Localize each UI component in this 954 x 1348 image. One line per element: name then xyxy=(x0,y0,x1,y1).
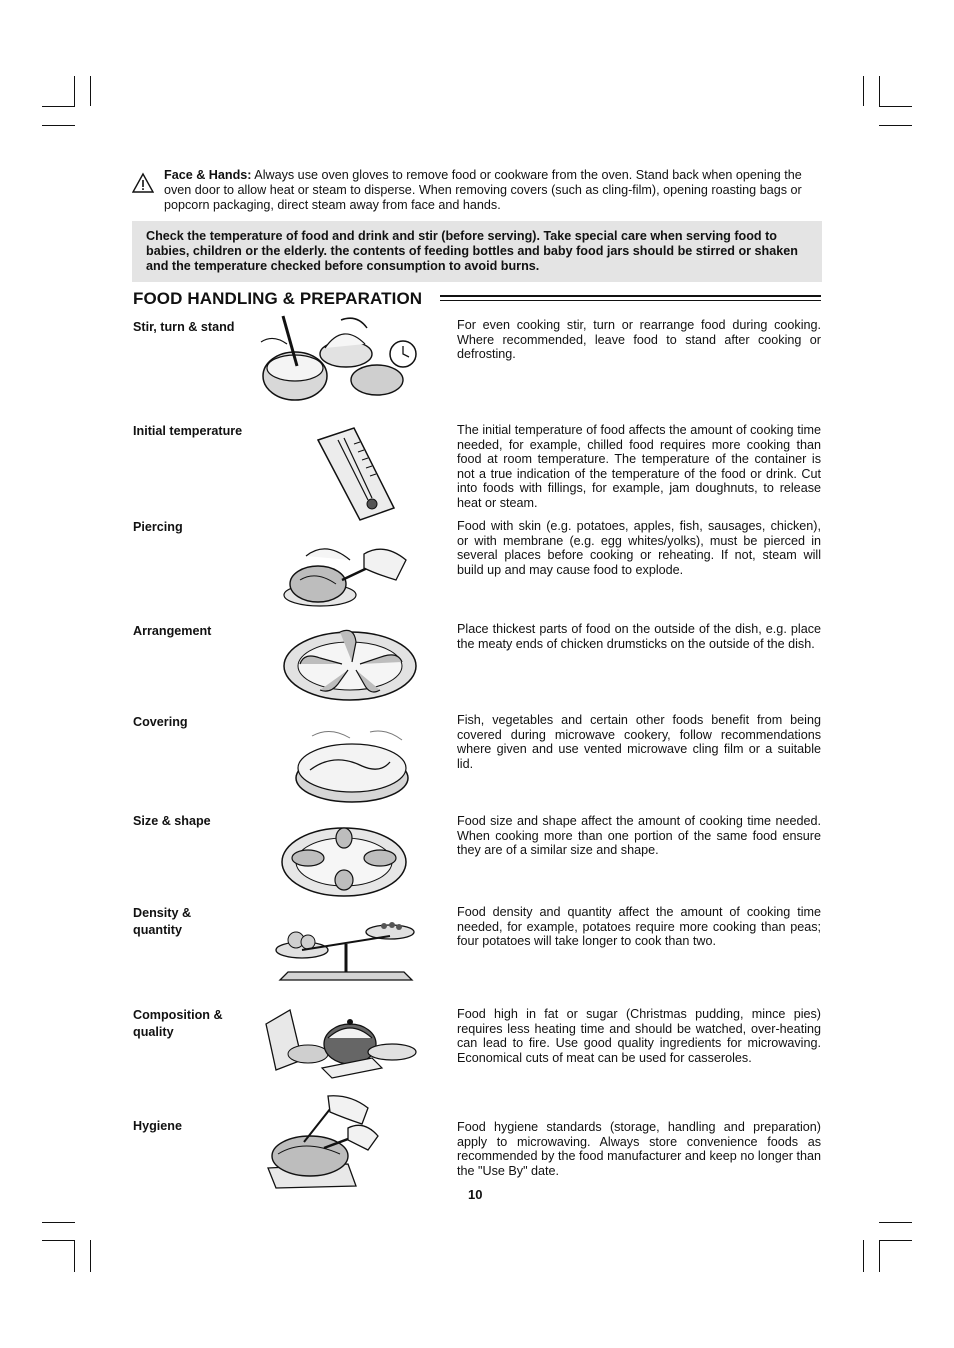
page-number: 10 xyxy=(468,1187,483,1202)
label-piercing: Piercing xyxy=(133,520,183,534)
crop-mark xyxy=(42,125,75,126)
desc-size-shape: Food size and shape affect the amount of cooking time needed. When cooking more than one portion of the same food ensure they are of a similar size and shape. xyxy=(457,814,821,857)
similar-portions-plate-illustration xyxy=(278,822,408,898)
heading-rule xyxy=(440,295,821,297)
heading-rule xyxy=(440,300,821,301)
crop-mark xyxy=(879,1222,912,1223)
label-density-quantity: Density & quantity xyxy=(133,906,192,937)
desc-stir-turn-stand: For even cooking stir, turn or rearrange food during cooking. Where recommended, leave food to stand after cooking or defrosting. xyxy=(457,318,821,361)
warning-title: Face & Hands: xyxy=(164,168,252,182)
section-heading: FOOD HANDLING & PREPARATION xyxy=(133,289,423,308)
label-hygiene: Hygiene xyxy=(133,1119,182,1133)
crop-mark xyxy=(74,76,75,106)
desc-composition-quality: Food high in fat or sugar (Christmas pudding, mince pies) requires less heating time and should be watched, over-heating can lead to fire. Use good quality ingredients for microwaving. Economical cuts of meat can be used for casseroles. xyxy=(457,1007,821,1065)
carving-meat-illustration xyxy=(264,1094,382,1190)
temperature-notice xyxy=(132,221,822,282)
label-size-shape: Size & shape xyxy=(133,814,211,828)
desc-piercing: Food with skin (e.g. potatoes, apples, fish, sausages, chicken), or with membrane (e.g. egg whites/yolks), must be pierced in several places before cooking or reheating. If not, steam will build up and may cause food to explode. xyxy=(457,519,821,577)
crop-mark xyxy=(863,1240,864,1272)
crop-mark xyxy=(42,106,75,107)
desc-initial-temperature: The initial temperature of food affects the amount of cooking time needed, for example, chilled food requires more cooking than food at room temperature. The temperature of the container is not a true indication of the temperature of the food or drink. Cut into foods with fillings, for example, jam doughnuts, to release heat or steam. xyxy=(457,423,821,510)
label-stir-turn-stand: Stir, turn & stand xyxy=(133,320,235,334)
label-initial-temperature: Initial temperature xyxy=(133,424,243,438)
crop-mark xyxy=(90,1240,91,1272)
crop-mark xyxy=(863,76,864,106)
desc-density-quantity: Food density and quantity affect the amount of cooking time needed, for example, potatoes require more cooking than peas; four potatoes will take longer to cook than two. xyxy=(457,905,821,948)
desc-covering: Fish, vegetables and certain other foods benefit from being covered during microwave cookery, follow recommendations where given and use vented microwave cling film or a suitable lid. xyxy=(457,713,821,771)
drumsticks-plate-illustration xyxy=(280,624,420,704)
crop-mark xyxy=(42,1222,75,1223)
crop-mark xyxy=(879,125,912,126)
crop-mark xyxy=(879,76,880,106)
desc-hygiene: Food hygiene standards (storage, handling and preparation) apply to microwaving. Always store convenience foods as recommended by the food manufacturer and keep no longer than the "Use By" date. xyxy=(457,1120,821,1178)
crop-mark xyxy=(879,1240,912,1241)
desc-arrangement: Place thickest parts of food on the outside of the dish, e.g. place the meaty ends of chicken drumsticks on the outside of the dish. xyxy=(457,622,821,651)
kitchen-scales-illustration xyxy=(272,918,418,986)
crop-mark xyxy=(90,76,91,106)
warning-text: Always use oven gloves to remove food or cookware from the oven. Stand back when opening the oven door to allow heat or steam to disperse. When removing covers (such as cling-film), opening roasting bags or popcorn packaging, direct steam away from face and hands. xyxy=(164,168,802,212)
face-hands-warning xyxy=(132,168,822,213)
thermometer-illustration xyxy=(314,426,398,522)
label-composition-quality: Composition & quality xyxy=(133,1008,223,1039)
covered-dish-illustration xyxy=(290,726,416,806)
label-arrangement: Arrangement xyxy=(133,624,212,638)
crop-mark xyxy=(879,1240,880,1272)
notice-text: Check the temperature of food and drink and stir (before serving). Take special care when serving food to babies, children or the elderly. the contents of feeding bottles and baby food jars should be stirred or shaken and the temperature checked before consumption to avoid burns. xyxy=(146,229,798,273)
fork-piercing-potato-illustration xyxy=(280,540,410,610)
crop-mark xyxy=(42,1240,75,1241)
pudding-and-sugar-illustration xyxy=(262,1004,420,1080)
label-covering: Covering xyxy=(133,715,188,729)
stirring-bowls-illustration xyxy=(253,314,425,406)
crop-mark xyxy=(74,1240,75,1272)
warning-triangle-icon xyxy=(132,172,154,194)
crop-mark xyxy=(879,106,912,107)
